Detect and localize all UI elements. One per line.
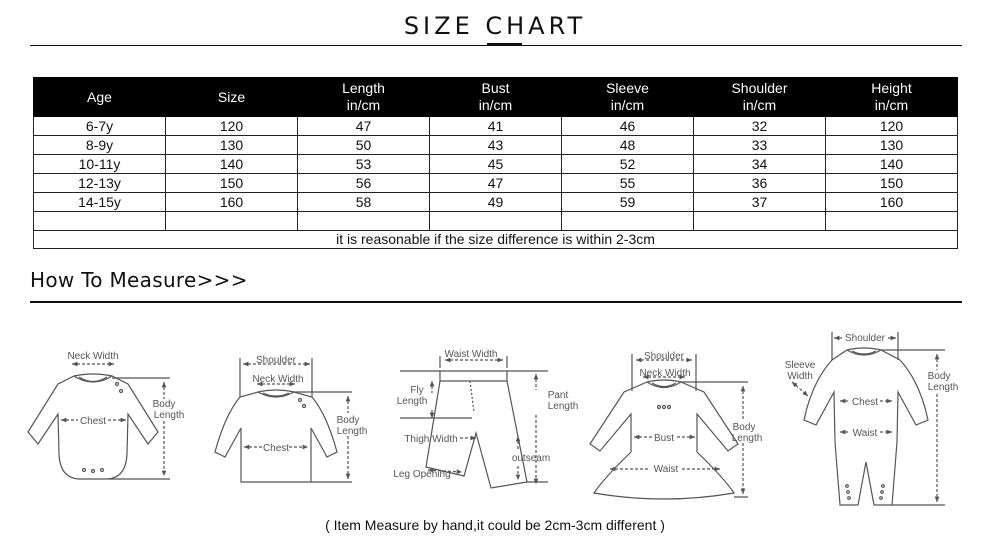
table-cell: 53 xyxy=(298,155,430,174)
table-cell xyxy=(430,212,562,231)
outseam-label: outseam xyxy=(511,453,551,464)
table-cell: 56 xyxy=(298,174,430,193)
thigh-width-label: Thigh Width xyxy=(404,434,458,445)
table-cell xyxy=(826,212,958,231)
table-cell: 8-9y xyxy=(34,136,166,155)
table-cell: 58 xyxy=(298,193,430,212)
how-to-measure-heading: How To Measure>>> xyxy=(30,268,248,292)
chest-label: Chest xyxy=(851,397,879,408)
table-row xyxy=(34,117,958,136)
table-cell: 33 xyxy=(694,136,826,155)
table-cell: 32 xyxy=(694,117,826,136)
table-cell xyxy=(34,212,166,231)
column-header: Sleeve in/cm xyxy=(562,78,694,117)
table-cell: 55 xyxy=(562,174,694,193)
table-cell: 50 xyxy=(298,136,430,155)
waist-label: Waist xyxy=(852,428,878,439)
table-row xyxy=(34,155,958,174)
table-cell: 48 xyxy=(562,136,694,155)
neck-width-label: Neck Width xyxy=(252,374,304,385)
shoulder-label: Shoulder xyxy=(844,333,886,344)
sleeve-width-label: Width xyxy=(787,371,813,382)
table-cell: 150 xyxy=(826,174,958,193)
table-cell: 160 xyxy=(826,193,958,212)
pant-length-label: Length xyxy=(547,401,579,412)
title-divider-accent xyxy=(487,43,522,46)
page-title: SIZE CHART xyxy=(403,12,587,40)
leg-opening-label: Leg Opening xyxy=(393,469,451,480)
fly-length-label: Length xyxy=(396,396,428,407)
body-length-label: Body xyxy=(732,422,756,433)
table-cell: 14-15y xyxy=(34,193,166,212)
table-cell: 140 xyxy=(166,155,298,174)
pant-length-label: Pant xyxy=(547,390,569,401)
shoulder-label: Shoulder xyxy=(255,355,297,366)
body-length-label: Length xyxy=(731,433,763,444)
column-header: Size xyxy=(166,78,298,117)
column-header: Length in/cm xyxy=(298,78,430,117)
table-cell: 36 xyxy=(694,174,826,193)
chest-label: Chest xyxy=(262,443,290,454)
table-cell: 34 xyxy=(694,155,826,174)
measurement-diagrams xyxy=(0,310,990,510)
column-header: Bust in/cm xyxy=(430,78,562,117)
table-row xyxy=(34,193,958,212)
bust-label: Bust xyxy=(653,433,675,444)
neck-width-label: Neck Width xyxy=(639,368,691,379)
table-cell: 37 xyxy=(694,193,826,212)
sleeve-width-label: Sleeve xyxy=(784,360,816,371)
table-cell: 120 xyxy=(826,117,958,136)
table-cell: 52 xyxy=(562,155,694,174)
measurement-footnote: ( Item Measure by hand,it could be 2cm-3cm different ) xyxy=(325,517,665,533)
table-cell: 59 xyxy=(562,193,694,212)
table-cell: 130 xyxy=(826,136,958,155)
table-cell: 10-11y xyxy=(34,155,166,174)
table-cell xyxy=(166,212,298,231)
body-length-label: Length xyxy=(336,426,368,437)
table-cell: 43 xyxy=(430,136,562,155)
body-length-label: Body xyxy=(927,371,951,382)
table-note-row xyxy=(34,231,958,249)
body-length-label: Length xyxy=(927,382,959,393)
body-length-label: Body xyxy=(152,399,176,410)
table-cell: 130 xyxy=(166,136,298,155)
table-cell: 47 xyxy=(298,117,430,136)
column-header: Height in/cm xyxy=(826,78,958,117)
fly-length-label: Fly xyxy=(410,385,424,396)
table-cell: 150 xyxy=(166,174,298,193)
table-cell: 6-7y xyxy=(34,117,166,136)
column-header: Age xyxy=(34,78,166,117)
romper-diagram xyxy=(792,332,945,505)
table-header-row xyxy=(34,78,958,117)
table-cell: 45 xyxy=(430,155,562,174)
column-header: Shoulder in/cm xyxy=(694,78,826,117)
section-divider xyxy=(30,301,962,303)
table-cell: 140 xyxy=(826,155,958,174)
table-row xyxy=(34,174,958,193)
table-cell: 12-13y xyxy=(34,174,166,193)
table-cell: 41 xyxy=(430,117,562,136)
table-cell: 49 xyxy=(430,193,562,212)
table-cell: 120 xyxy=(166,117,298,136)
body-length-label: Body xyxy=(336,415,360,426)
table-cell: 46 xyxy=(562,117,694,136)
table-cell: 160 xyxy=(166,193,298,212)
neck-width-label: Neck Width xyxy=(67,351,119,362)
chest-label: Chest xyxy=(79,416,107,427)
table-cell xyxy=(562,212,694,231)
table-row xyxy=(34,136,958,155)
waist-label: Waist xyxy=(653,464,679,475)
waist-width-label: Waist Width xyxy=(444,349,498,360)
table-cell xyxy=(298,212,430,231)
table-cell: 47 xyxy=(430,174,562,193)
shoulder-label: Shoulder xyxy=(643,351,685,362)
body-length-label: Length xyxy=(153,410,185,421)
size-chart-table xyxy=(33,77,958,249)
table-cell xyxy=(694,212,826,231)
size-tolerance-note: it is reasonable if the size difference is within 2-3cm xyxy=(34,231,958,249)
table-row xyxy=(34,212,958,231)
